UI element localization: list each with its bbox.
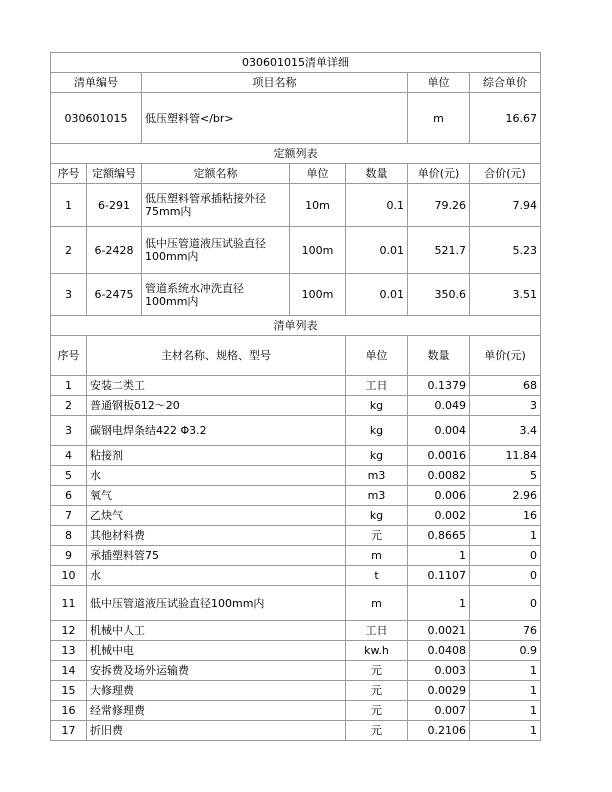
- material-unit-price: 16: [470, 506, 541, 526]
- material-seq: 10: [51, 566, 87, 586]
- material-section-title: 清单列表: [51, 316, 541, 336]
- material-name: 普通钢板δ12～20: [87, 396, 346, 416]
- material-unit-price: 1: [470, 661, 541, 681]
- material-seq: 13: [51, 641, 87, 661]
- bill-price-header: 综合单价: [470, 73, 541, 93]
- material-name-header: 主材名称、规格、型号: [87, 336, 346, 376]
- material-name: 碳钢电焊条结422 Φ3.2: [87, 416, 346, 446]
- material-name: 折旧费: [87, 721, 346, 741]
- bill-unit: m: [408, 93, 470, 144]
- quota-qty: 0.01: [346, 274, 408, 316]
- material-row: [51, 641, 541, 661]
- quota-unit: 100m: [290, 227, 346, 274]
- material-header-row: [51, 336, 541, 376]
- material-unit-price: 1: [470, 721, 541, 741]
- material-unit-price-header: 单价(元): [470, 336, 541, 376]
- material-row: [51, 396, 541, 416]
- material-unit-price: 3: [470, 396, 541, 416]
- material-name: 大修理费: [87, 681, 346, 701]
- material-row: [51, 546, 541, 566]
- material-unit: 工日: [346, 621, 408, 641]
- quota-unit: 100m: [290, 274, 346, 316]
- material-row: [51, 506, 541, 526]
- bill-detail-sheet: [50, 52, 540, 741]
- material-row: [51, 661, 541, 681]
- material-seq: 7: [51, 506, 87, 526]
- material-unit-price: 2.96: [470, 486, 541, 506]
- bill-header-row: [51, 73, 541, 93]
- material-qty: 0.006: [408, 486, 470, 506]
- material-name: 机械中电: [87, 641, 346, 661]
- material-row: [51, 486, 541, 506]
- quota-unit-header: 单位: [290, 164, 346, 184]
- material-name: 安拆费及场外运输费: [87, 661, 346, 681]
- page-title: 030601015清单详细: [51, 53, 541, 73]
- material-seq: 4: [51, 446, 87, 466]
- material-unit: 元: [346, 681, 408, 701]
- material-name: 水: [87, 566, 346, 586]
- material-name: 乙炔气: [87, 506, 346, 526]
- material-seq: 3: [51, 416, 87, 446]
- bill-code-header: 清单编号: [51, 73, 142, 93]
- quota-row: [51, 184, 541, 227]
- material-unit: 元: [346, 661, 408, 681]
- material-unit-price: 0: [470, 566, 541, 586]
- quota-total-header: 合价(元): [470, 164, 541, 184]
- material-qty: 0.002: [408, 506, 470, 526]
- material-row: [51, 681, 541, 701]
- material-unit-price: 68: [470, 376, 541, 396]
- material-seq: 5: [51, 466, 87, 486]
- material-qty: 1: [408, 546, 470, 566]
- material-unit: kg: [346, 396, 408, 416]
- material-unit-price: 0.9: [470, 641, 541, 661]
- bill-detail-table: [50, 52, 541, 741]
- material-row: [51, 376, 541, 396]
- material-qty: 0.0021: [408, 621, 470, 641]
- material-unit: m3: [346, 466, 408, 486]
- material-qty: 0.004: [408, 416, 470, 446]
- material-unit: m: [346, 586, 408, 621]
- material-seq: 8: [51, 526, 87, 546]
- material-name: 低中压管道液压试验直径100mm内: [87, 586, 346, 621]
- material-name: 安装二类工: [87, 376, 346, 396]
- bill-name: 低压塑料管</br>: [142, 93, 408, 144]
- quota-seq: 1: [51, 184, 87, 227]
- quota-unit: 10m: [290, 184, 346, 227]
- material-row: [51, 526, 541, 546]
- quota-row: [51, 274, 541, 316]
- quota-seq-header: 序号: [51, 164, 87, 184]
- material-row: [51, 621, 541, 641]
- material-unit: 工日: [346, 376, 408, 396]
- material-seq: 12: [51, 621, 87, 641]
- quota-unit-price: 350.6: [408, 274, 470, 316]
- material-name: 经常修理费: [87, 701, 346, 721]
- material-qty: 0.8665: [408, 526, 470, 546]
- material-unit-price: 3.4: [470, 416, 541, 446]
- material-qty: 1: [408, 586, 470, 621]
- material-unit: t: [346, 566, 408, 586]
- material-unit: m: [346, 546, 408, 566]
- material-seq: 14: [51, 661, 87, 681]
- quota-code: 6-2475: [87, 274, 142, 316]
- material-row: [51, 466, 541, 486]
- quota-unit-price-header: 单价(元): [408, 164, 470, 184]
- quota-row: [51, 227, 541, 274]
- material-name: 其他材料费: [87, 526, 346, 546]
- material-unit: kg: [346, 446, 408, 466]
- quota-name: 管道系统水冲洗直径100mm内: [142, 274, 290, 316]
- quota-code-header: 定额编号: [87, 164, 142, 184]
- quota-qty: 0.01: [346, 227, 408, 274]
- material-list: [51, 376, 541, 741]
- material-section-row: [51, 316, 541, 336]
- material-unit-price: 1: [470, 526, 541, 546]
- bill-price: 16.67: [470, 93, 541, 144]
- bill-code: 030601015: [51, 93, 142, 144]
- bill-row: [51, 93, 541, 144]
- material-name: 粘接剂: [87, 446, 346, 466]
- material-seq: 6: [51, 486, 87, 506]
- material-qty: 0.049: [408, 396, 470, 416]
- material-row: [51, 701, 541, 721]
- material-row: [51, 721, 541, 741]
- title-row: [51, 53, 541, 73]
- quota-name-header: 定额名称: [142, 164, 290, 184]
- material-unit: kg: [346, 506, 408, 526]
- material-unit: 元: [346, 526, 408, 546]
- material-unit-price: 11.84: [470, 446, 541, 466]
- quota-code: 6-291: [87, 184, 142, 227]
- material-unit-price: 1: [470, 681, 541, 701]
- quota-qty: 0.1: [346, 184, 408, 227]
- material-unit-header: 单位: [346, 336, 408, 376]
- quota-name: 低压塑料管承插粘接外径75mm内: [142, 184, 290, 227]
- quota-unit-price: 79.26: [408, 184, 470, 227]
- quota-total: 3.51: [470, 274, 541, 316]
- material-qty: 0.2106: [408, 721, 470, 741]
- material-unit-price: 0: [470, 586, 541, 621]
- material-seq: 2: [51, 396, 87, 416]
- material-seq: 9: [51, 546, 87, 566]
- material-qty: 0.1107: [408, 566, 470, 586]
- material-unit: m3: [346, 486, 408, 506]
- quota-total: 7.94: [470, 184, 541, 227]
- bill-unit-header: 单位: [408, 73, 470, 93]
- quota-section-title: 定额列表: [51, 144, 541, 164]
- quota-code: 6-2428: [87, 227, 142, 274]
- material-row: [51, 586, 541, 621]
- quota-name: 低中压管道液压试验直径100mm内: [142, 227, 290, 274]
- material-seq: 11: [51, 586, 87, 621]
- quota-qty-header: 数量: [346, 164, 408, 184]
- material-seq: 17: [51, 721, 87, 741]
- material-unit-price: 0: [470, 546, 541, 566]
- material-qty: 0.003: [408, 661, 470, 681]
- material-unit: 元: [346, 701, 408, 721]
- material-row: [51, 416, 541, 446]
- material-qty-header: 数量: [408, 336, 470, 376]
- quota-unit-price: 521.7: [408, 227, 470, 274]
- material-qty: 0.0082: [408, 466, 470, 486]
- quota-section-row: [51, 144, 541, 164]
- material-unit-price: 1: [470, 701, 541, 721]
- quota-list: [51, 184, 541, 316]
- material-unit: kg: [346, 416, 408, 446]
- material-qty: 0.0029: [408, 681, 470, 701]
- material-row: [51, 566, 541, 586]
- material-qty: 0.0016: [408, 446, 470, 466]
- material-qty: 0.0408: [408, 641, 470, 661]
- material-name: 水: [87, 466, 346, 486]
- material-unit-price: 5: [470, 466, 541, 486]
- material-unit: 元: [346, 721, 408, 741]
- material-qty: 0.007: [408, 701, 470, 721]
- quota-total: 5.23: [470, 227, 541, 274]
- material-row: [51, 446, 541, 466]
- material-unit-price: 76: [470, 621, 541, 641]
- quota-header-row: [51, 164, 541, 184]
- material-name: 机械中人工: [87, 621, 346, 641]
- material-unit: kw.h: [346, 641, 408, 661]
- material-qty: 0.1379: [408, 376, 470, 396]
- bill-name-header: 项目名称: [142, 73, 408, 93]
- material-seq: 15: [51, 681, 87, 701]
- material-seq: 16: [51, 701, 87, 721]
- material-name: 承插塑料管75: [87, 546, 346, 566]
- material-name: 氧气: [87, 486, 346, 506]
- material-seq: 1: [51, 376, 87, 396]
- quota-seq: 3: [51, 274, 87, 316]
- material-seq-header: 序号: [51, 336, 87, 376]
- quota-seq: 2: [51, 227, 87, 274]
